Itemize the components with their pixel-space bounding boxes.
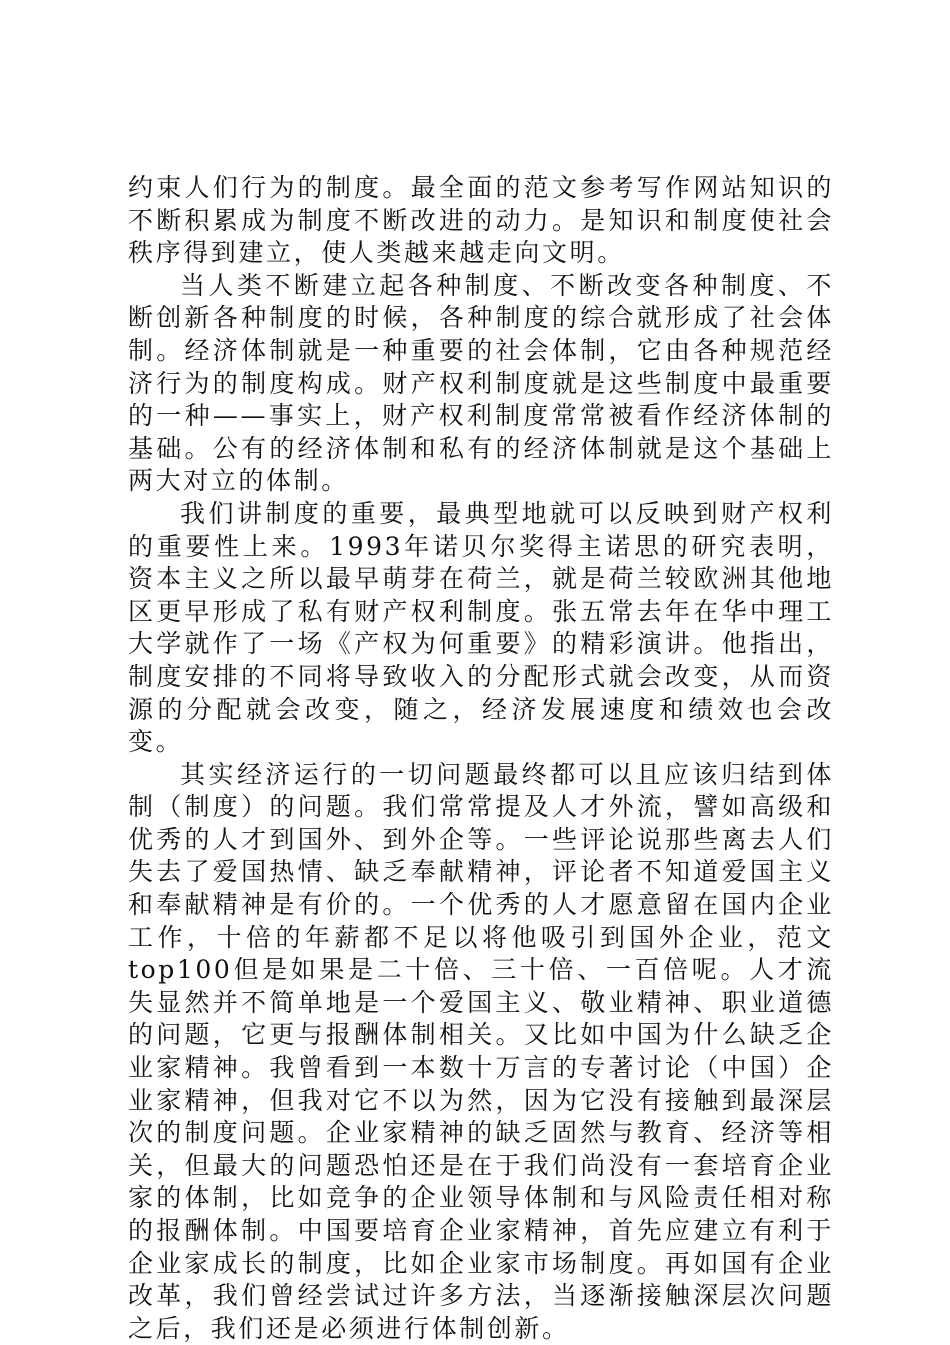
paragraph-social-system: 当人类不断建立起各种制度、不断改变各种制度、不断创新各种制度的时候，各种制度的综合就形成了社会体制。经济体制就是一种重要的社会体制，它由各种规范经济行为的制度构成。财产权利制度就是这些制度中最重要的一种——事实上，财产权利制度常常被看作经济体制的基础。公有的经济体制和私有的经济体制就是这个基础上两大对立的体制。 xyxy=(128,270,834,496)
paragraph-institutional-problems: 其实经济运行的一切问题最终都可以且应该归结到体制（制度）的问题。我们常常提及人才外流，譬如高级和优秀的人才到国外、到外企等。一些评论说那些离去人们失去了爱国热情、缺乏奉献精神，评论者不知道爱国主义和奉献精神是有价的。一个优秀的人才愿意留在国内企业工作，十倍的年薪都不足以将他吸引到国外企业，范文top100但是如果是二十倍、三十倍、一百倍呢。人才流失显然并不简单地是一个爱国主义、敬业精神、职业道德的问题，它更与报酬体制相关。又比如中国为什么缺乏企业家精神。我曾看到一本数十万言的专著讨论（中国）企业家精神，但我对它不以为然，因为它没有接触到最深层次的制度问题。企业家精神的缺乏固然与教育、经济等相关，但最大的问题恐怕还是在于我们尚没有一套培育企业家的体制，比如竞争的企业领导体制和与风险责任相对称的报酬体制。中国要培育企业家精神，首先应建立有利于企业家成长的制度，比如企业家市场制度。再如国有企业改革，我们曾经尝试过许多方法，当逐渐接触深层次问题之后，我们还是必须进行体制创新。 xyxy=(128,759,834,1343)
paragraph-continued: 约束人们行为的制度。最全面的范文参考写作网站知识的不断积累成为制度不断改进的动力。是知识和制度使社会秩序得到建立，使人类越来越走向文明。 xyxy=(128,173,834,268)
document-body xyxy=(128,172,834,1345)
paragraph-property-rights: 我们讲制度的重要，最典型地就可以反映到财产权利的重要性上来。1993年诺贝尔奖得主诺思的研究表明，资本主义之所以最早萌芽在荷兰，就是荷兰较欧洲其他地区更早形成了私有财产权利制度。张五常去年在华中理工大学就作了一场《产权为何重要》的精彩演讲。他指出，制度安排的不同将导致收入的分配形式就会改变，从而资源的分配就会改变，随之，经济发展速度和绩效也会改变。 xyxy=(128,498,834,757)
